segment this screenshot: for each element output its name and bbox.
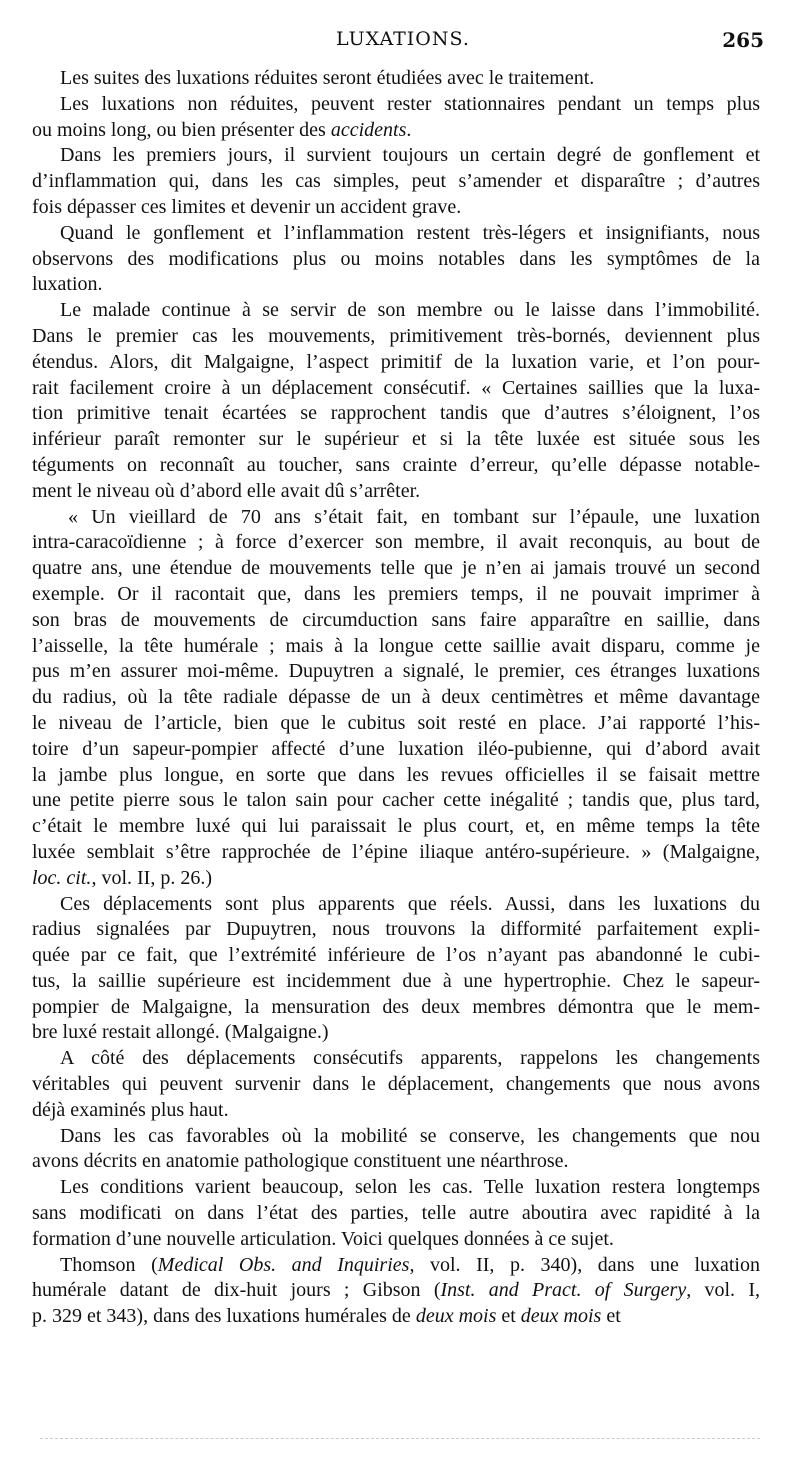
text-line: fois dépasser ces limites et devenir un accident grave. (32, 195, 462, 218)
text-line: quée par ce fait, que l’extrémité inférieure de l’os n’ayant pas abandonné le cubi- (32, 944, 760, 967)
text-line: l’aisselle, la tête humérale ; mais à la longue cette saillie avait disparu, comme je (32, 634, 760, 657)
text-line: Dans les cas favorables où la mobilité se conserve, les changements que nou (60, 1124, 760, 1147)
paragraph (32, 221, 760, 298)
paragraph (32, 1175, 760, 1252)
text-line: tus, la saillie supérieure est incidemment due à une hypertrophie. Chez le sapeur- (32, 969, 760, 992)
text-line: Les suites des luxations réduites seront étudiées avec le traitement. (60, 67, 595, 89)
text-line: radius signalées par Dupuytren, nous trouvons la difformité parfaitement expli- (32, 918, 760, 941)
paragraph (32, 298, 760, 504)
text-line: inférieur paraît remonter sur le supérieur et si la tête luxée est située sous les (32, 428, 760, 451)
text-line: luxée semblait s’être rapprochée de l’épine iliaque antéro-supérieure. » (Malgaigne, (32, 840, 760, 863)
page-bottom-edge (40, 1438, 760, 1439)
running-head (0, 28, 800, 58)
body-text (32, 66, 760, 1330)
text-line: Dans les premiers jours, il survient toujours un certain degré de gonflement et (60, 144, 760, 167)
text-line: formation d’une nouvelle articulation. Voici quelques données à ce sujet. (32, 1227, 614, 1250)
text-line: du radius, où la tête radiale dépasse de un à deux centimètres et même davantage (32, 686, 760, 709)
text-line: véritables qui peuvent survenir dans le déplacement, changements que nous avons (32, 1073, 760, 1096)
paragraph (32, 66, 760, 92)
running-title: LUXATIONS. (336, 28, 470, 50)
text-line: p. 329 et 343), dans des luxations humérales de deux mois et deux mois et (32, 1305, 621, 1328)
text-line: ou moins long, ou bien présenter des accidents. (32, 118, 412, 141)
text-line: ment le niveau où d’abord elle avait dû s’arrêter. (32, 479, 421, 502)
text-line: Les conditions varient beaucoup, selon les cas. Telle luxation restera longtemps (60, 1176, 760, 1199)
text-line: « Un vieillard de 70 ans s’était fait, en tombant sur l’épaule, une luxation (68, 505, 760, 528)
text-line: c’était le membre luxé qui lui paraissait le plus court, et, en même temps la tête (32, 815, 760, 838)
page-number: 265 (722, 28, 764, 52)
text-line: quatre ans, une étendue de mouvements telle que je n’en ai jamais trouvé un second (32, 557, 760, 580)
text-line: rait facilement croire à un déplacement consécutif. « Certaines saillies que la luxa- (32, 376, 760, 399)
text-line: son bras de mouvements de circumduction sans faire apparaître en saillie, dans (32, 608, 760, 631)
text-line: Quand le gonflement et l’inflammation restent très-légers et insignifiants, nous (60, 221, 760, 244)
paragraph (32, 1046, 760, 1123)
text-line: bre luxé restait allongé. (Malgaigne.) (32, 1021, 329, 1044)
text-line: une petite pierre sous le talon sain pour cacher cette inégalité ; tandis que, plus tard, (32, 789, 760, 812)
text-line: tion primitive tenait écartées se rapprochent tandis que d’autres s’éloignent, l’os (32, 402, 760, 425)
text-line: intra-caracoïdienne ; à force d’exercer son membre, il avait reconquis, au bout de (32, 531, 760, 554)
text-line: A côté des déplacements consécutifs apparents, rappelons les changements (60, 1047, 760, 1070)
text-line: avons décrits en anatomie pathologique constituent une néarthrose. (32, 1150, 569, 1173)
text-line: téguments on reconnaît au toucher, sans crainte d’erreur, qu’elle dépasse notable- (32, 453, 760, 476)
text-line: observons des modifications plus ou moins notables dans les symptômes de la (32, 247, 760, 270)
text-line: Dans le premier cas les mouvements, primitivement très-bornés, deviennent plus (32, 324, 760, 347)
text-line: Le malade continue à se servir de son membre ou le laisse dans l’immobilité. (60, 299, 760, 322)
text-line: Thomson (Medical Obs. and Inquiries, vol. II, p. 340), dans une luxation (60, 1253, 760, 1276)
text-line: humérale datant de dix-huit jours ; Gibson (Inst. and Pract. of Surgery, vol. I, (32, 1279, 760, 1302)
text-line: toire d’un sapeur-pompier affecté d’une luxation iléo-pubienne, qui d’abord avait (32, 737, 760, 760)
text-line: pompier de Malgaigne, la mensuration des deux membres démontra que le mem- (32, 995, 760, 1018)
text-line: luxation. (32, 273, 103, 296)
text-line: déjà examinés plus haut. (32, 1098, 229, 1121)
text-line: étendus. Alors, dit Malgaigne, l’aspect primitif de la luxation varie, et l’on pour- (32, 350, 760, 373)
paragraph (32, 143, 760, 220)
paragraph (32, 1124, 760, 1176)
text-line: Ces déplacements sont plus apparents que réels. Aussi, dans les luxations du (60, 892, 760, 915)
paragraph (32, 92, 760, 144)
text-line: la jambe plus longue, en sorte que dans les revues officielles il se faisait mettre (32, 763, 760, 786)
paragraph (32, 892, 760, 1047)
text-line: loc. cit., vol. II, p. 26.) (32, 866, 212, 889)
text-line: Les luxations non réduites, peuvent rester stationnaires pendant un temps plus (60, 92, 760, 115)
text-line: d’inflammation qui, dans les cas simples, peut s’amender et disparaître ; d’autres (32, 170, 760, 193)
text-line: exemple. Or il racontait que, dans les premiers temps, il ne pouvait imprimer à (32, 582, 760, 605)
text-line: pus m’en assurer moi-même. Dupuytren a signalé, le premier, ces étranges luxations (32, 660, 760, 683)
text-line: sans modificati on dans l’état des parties, telle autre aboutira avec rapidité à la (32, 1202, 760, 1225)
paragraph (32, 1253, 760, 1330)
text-line: le niveau de l’article, bien que le cubitus soit resté en place. J’ai rapporté l’his- (32, 711, 760, 734)
paragraph (32, 505, 760, 892)
